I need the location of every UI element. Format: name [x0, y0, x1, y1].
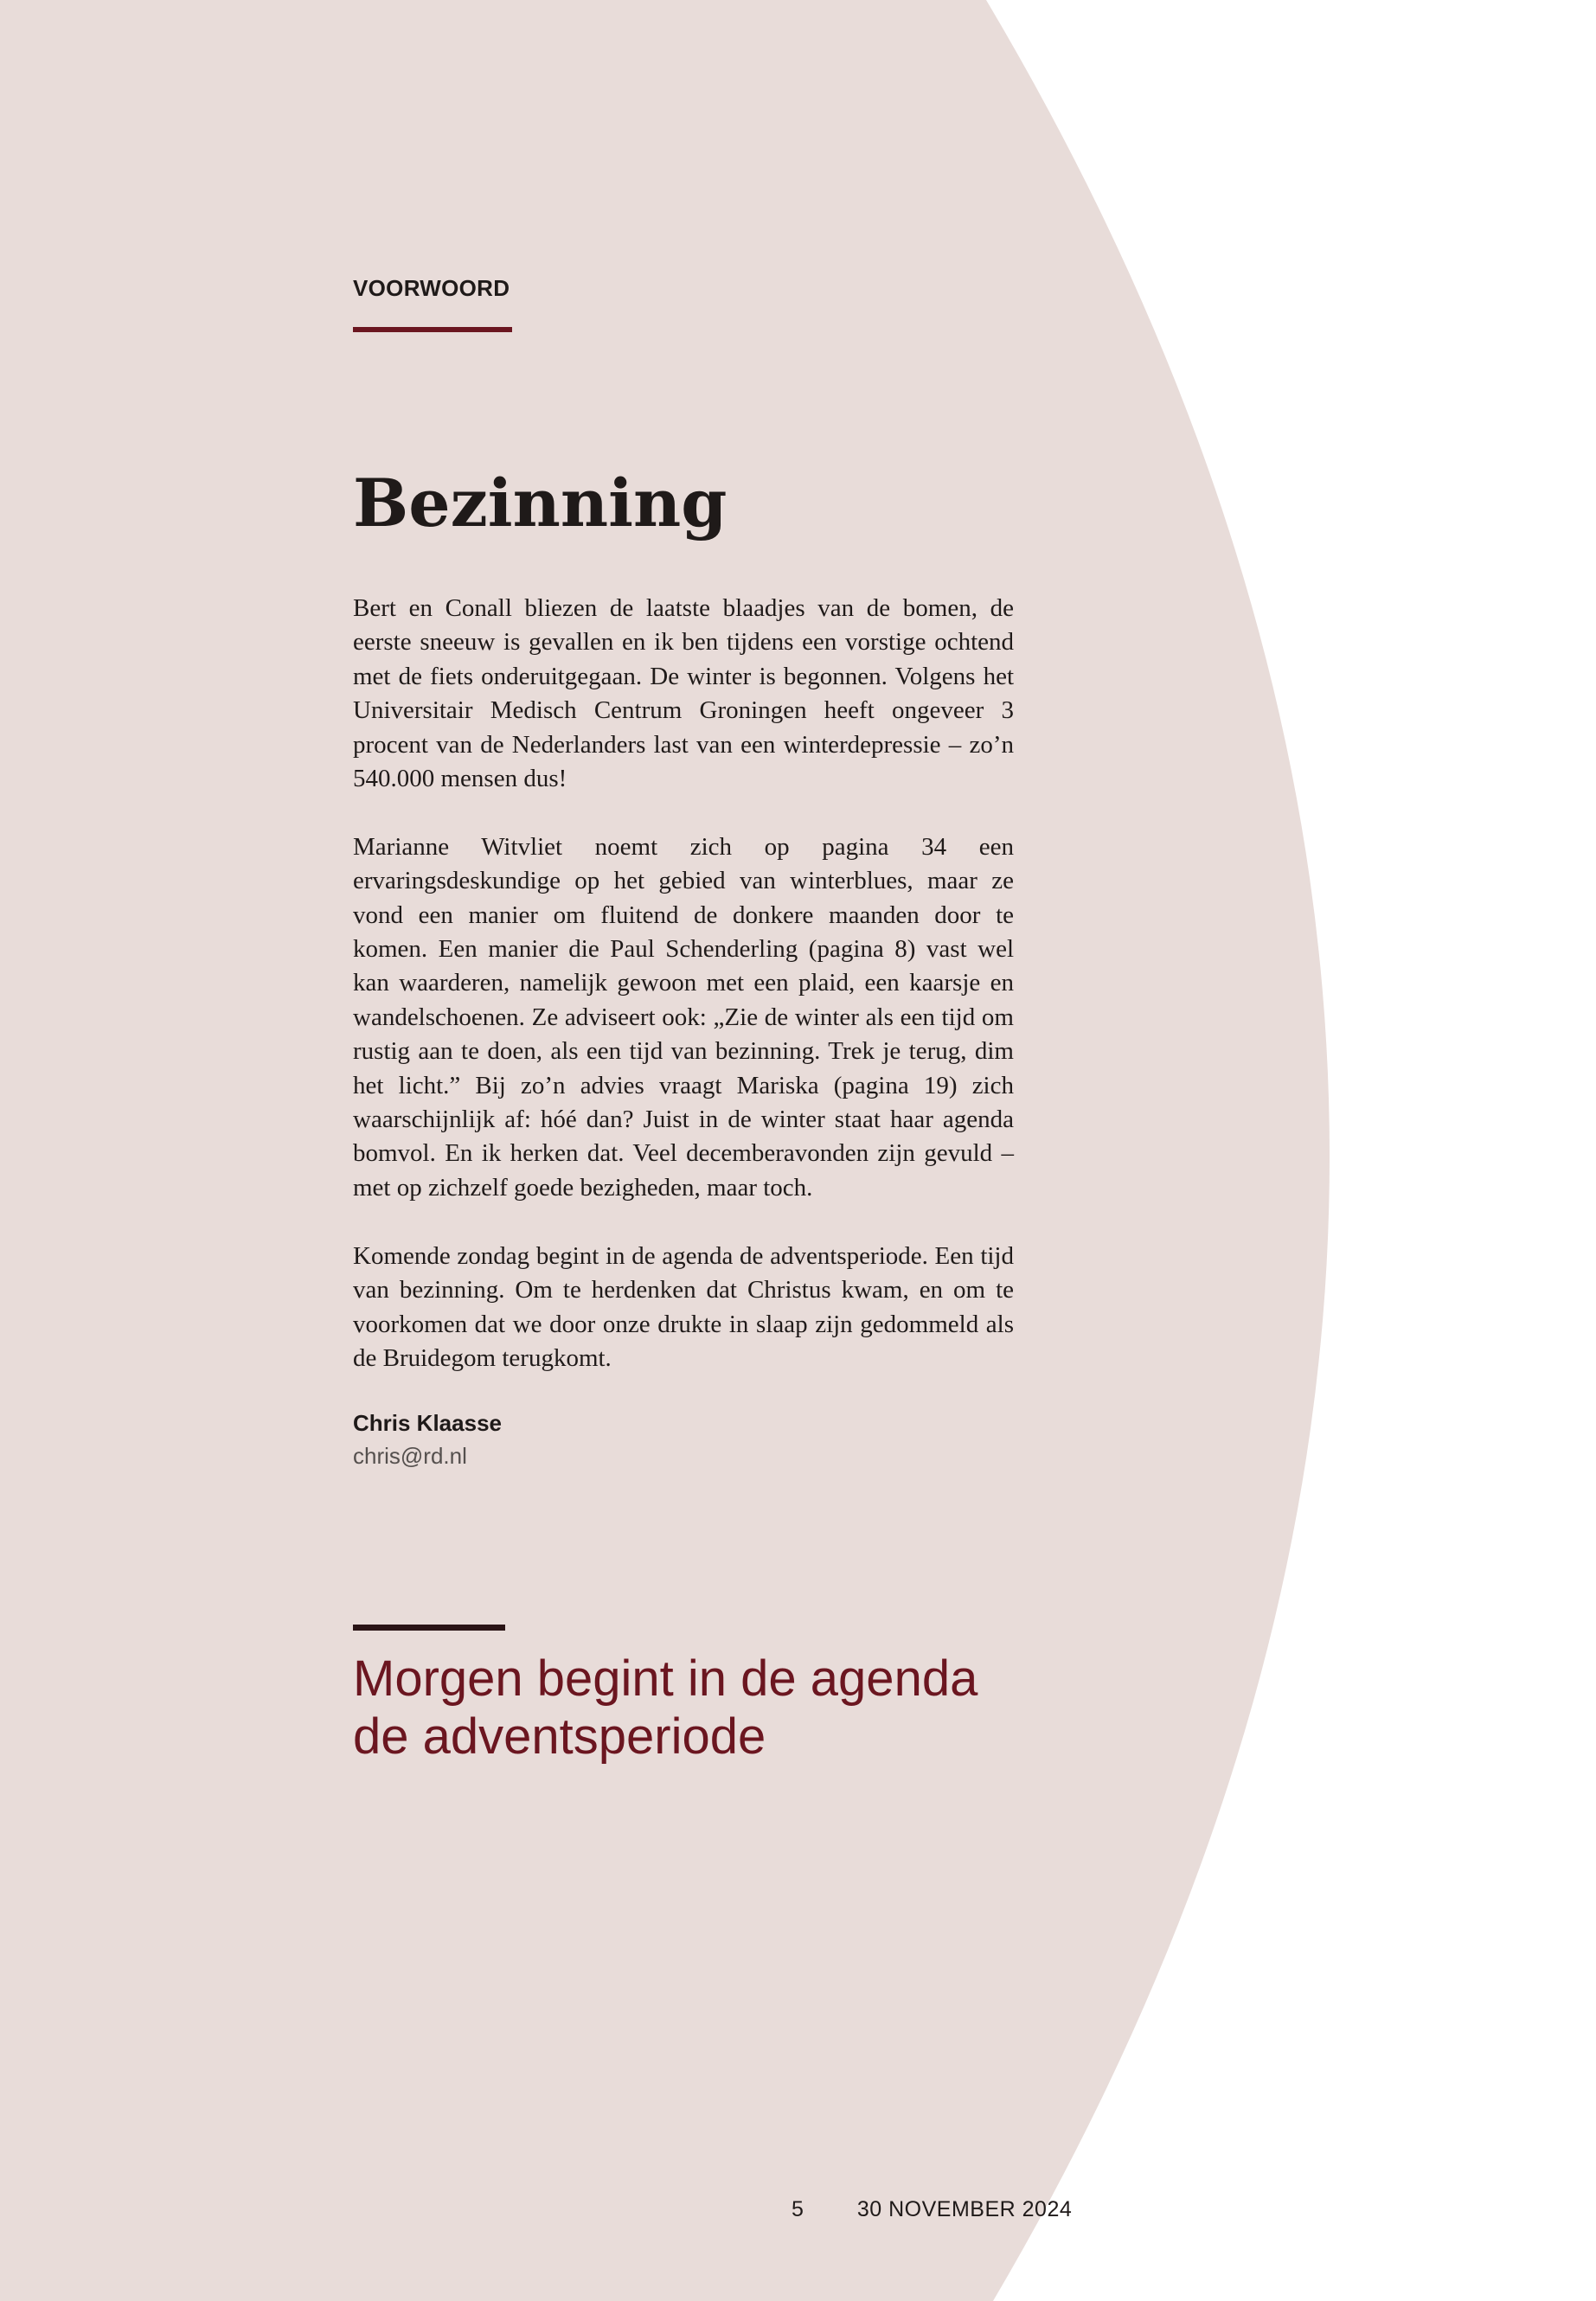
section-label: VOORWOORD — [353, 275, 510, 301]
body-paragraph-3: Komende zondag begint in de agenda de adventsperiode. Een tijd van bezinning. Om te herdenken dat Christus kwam, en om te voorkomen dat we door onze drukte in slaap zijn gedommeld als de Bruidegom terugkomt. — [353, 1241, 1014, 1372]
author-signature — [353, 1407, 1014, 1472]
section-label-underline — [353, 327, 512, 332]
pull-quote: Morgen begint in de agenda de adventsperiode — [353, 1650, 978, 1765]
body-paragraph-2: Marianne Witvliet noemt zich op pagina 34 een ervaringsdeskundige op het gebied van winterblues, maar ze vond een manier om fluitend de donkere maanden door te komen. Een manier die Paul Schenderling (pagina 8) vast wel kan waarderen, namelijk gewoon met een plaid, een kaarsje en wandelschoenen. Ze adviseert ook: „Zie de winter als een tijd om rustig aan te doen, als een tijd van bezinning. Trek je terug, dim het licht.” Bij zo’n advies vraagt Mariska (pagina 19) zich waarschijnlijk af: hóé dan? Juist in de winter staat haar agenda bomvol. En ik herken dat. Veel decemberavonden zijn gevuld – met op zichzelf goede bezigheden, maar toch. — [353, 832, 1014, 1202]
body-paragraph-1: Bert en Conall bliezen de laatste blaadjes van de bomen, de eerste sneeuw is gevallen en ik ben tijdens een vorstige ochtend met de fiets onderuitgegaan. De winter is begonnen. Volgens het Universitair Medisch Centrum Groningen heeft ongeveer 3 procent van de Nederlanders last van een winterdepressie – zo’n 540.000 mensen dus! — [353, 594, 1014, 793]
author-email: chris@rd.nl — [353, 1442, 467, 1469]
page-number: 5 — [792, 2197, 804, 2221]
article-body — [353, 592, 1014, 1472]
author-name: Chris Klaasse — [353, 1409, 502, 1436]
page-footer — [792, 2197, 1072, 2222]
article-title: Bezinning — [353, 465, 727, 542]
issue-date: 30 NOVEMBER 2024 — [856, 2197, 1073, 2221]
pull-quote-rule — [353, 1625, 505, 1631]
